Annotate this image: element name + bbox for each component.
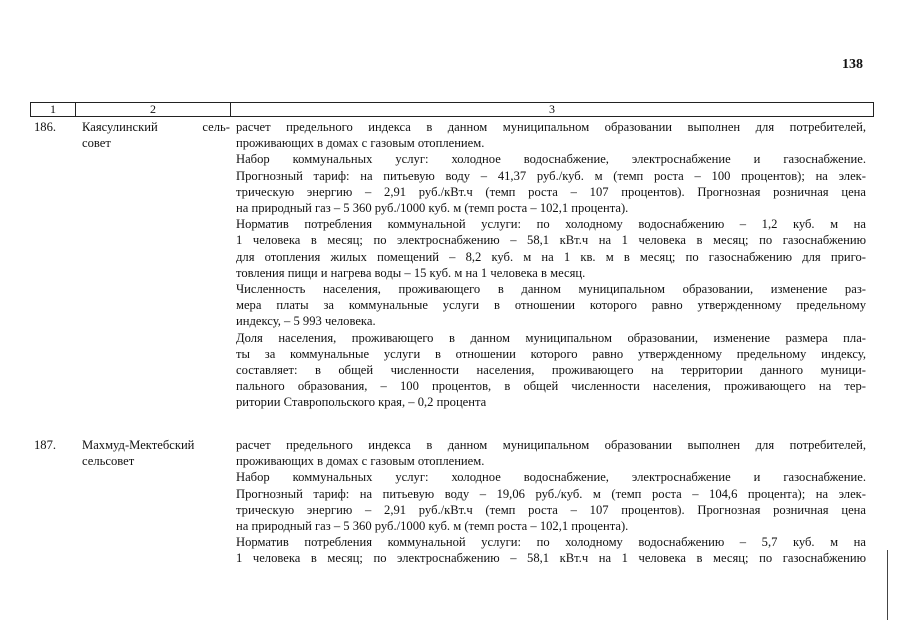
column-header-2: 2	[76, 103, 231, 116]
description-line: 1 человека в месяц; по электроснабжению – 58,1 кВт.ч на 1 человека в месяц; по газоснабжению	[236, 233, 866, 248]
description-line: Доля населения, проживающего в данном муниципальном образовании, изменение размера пла-	[236, 330, 866, 345]
description-line: Норматив потребления коммунальной услуги: по холодному водоснабжению – 5,7 куб. м на	[236, 535, 866, 550]
description-line: мера платы за коммунальные услуги в отношении которого равно утвержденному предельному	[236, 298, 866, 313]
description-line: на природный газ – 5 360 руб./1000 куб. м (темп роста – 102,1 процента).	[236, 201, 629, 216]
description-line: Набор коммунальных услуг: холодное водоснабжение, электроснабжение и газоснабжение.	[236, 152, 866, 167]
description-line: ты за коммунальные услуги в отношении которого равно утвержденному предельному индексу,	[236, 346, 866, 361]
column-header-3: 3	[549, 102, 555, 116]
description-line: 1 человека в месяц; по электроснабжению – 58,1 кВт.ч на 1 человека в месяц; по газоснабжению	[236, 551, 866, 566]
description-line: Набор коммунальных услуг: холодное водоснабжение, электроснабжение и газоснабжение.	[236, 470, 866, 485]
municipality-name-line: сельсовет	[82, 454, 135, 469]
description-line: на природный газ – 5 360 руб./1000 куб. м (темп роста – 102,1 процента).	[236, 519, 629, 534]
page-number: 138	[842, 57, 863, 72]
margin-rule	[887, 550, 888, 620]
description-line: ритории Ставропольского края, – 0,2 процента	[236, 395, 487, 410]
entry-number: 187.	[34, 438, 57, 452]
description-line: Прогнозный тариф: на питьевую воду – 19,06 руб./куб. м (темп роста – 104,6 процента); на элек-	[236, 486, 866, 501]
description-line: проживающих в домах с газовым отоплением.	[236, 136, 485, 151]
description-line: для отопления жилых помещений – 8,2 куб. м на 1 кв. м в месяц; по газоснабжению для приго-	[236, 249, 866, 264]
municipality-name	[82, 437, 230, 469]
description-line: Норматив потребления коммунальной услуги: по холодному водоснабжению – 1,2 куб. м на	[236, 217, 866, 232]
description-line: составляет: в общей численности населения, проживающего на территории данного муници-	[236, 363, 866, 378]
entry-description	[236, 119, 866, 411]
description-line: расчет предельного индекса в данном муниципальном образовании выполнен для потребителей,	[236, 438, 866, 452]
entry-description	[236, 437, 866, 567]
description-line: трическую энергию – 2,91 руб./кВт.ч (темп роста – 107 процентов). Прогнозная розничная цена	[236, 184, 866, 199]
entry-number: 186.	[34, 120, 57, 134]
description-line: товления пищи и нагрева воды – 15 куб. м на 1 человека в месяц.	[236, 265, 586, 280]
municipality-name-line: Каясулинский сель-	[82, 120, 230, 134]
municipality-name	[82, 119, 230, 151]
municipality-name-line: Махмуд-Мектебский	[82, 438, 195, 452]
description-line: индексу, – 5 993 человека.	[236, 314, 376, 329]
table-header-row	[30, 102, 874, 117]
description-line: проживающих в домах с газовым отоплением.	[236, 454, 485, 469]
municipality-name-line: совет	[82, 136, 111, 151]
description-line: расчет предельного индекса в данном муниципальном образовании выполнен для потребителей,	[236, 120, 866, 134]
description-line: Численность населения, проживающего в данном муниципальном образовании, изменение раз-	[236, 282, 866, 297]
description-line: трическую энергию – 2,91 руб./кВт.ч (темп роста – 107 процентов). Прогнозная розничная цена	[236, 502, 866, 517]
description-line: Прогнозный тариф: на питьевую воду – 41,37 руб./куб. м (темп роста – 100 процентов); на элек-	[236, 168, 866, 183]
description-line: пального образования, – 100 процентов, в общей численности населения, проживающего на тер-	[236, 379, 866, 394]
column-header-1: 1	[31, 103, 76, 116]
